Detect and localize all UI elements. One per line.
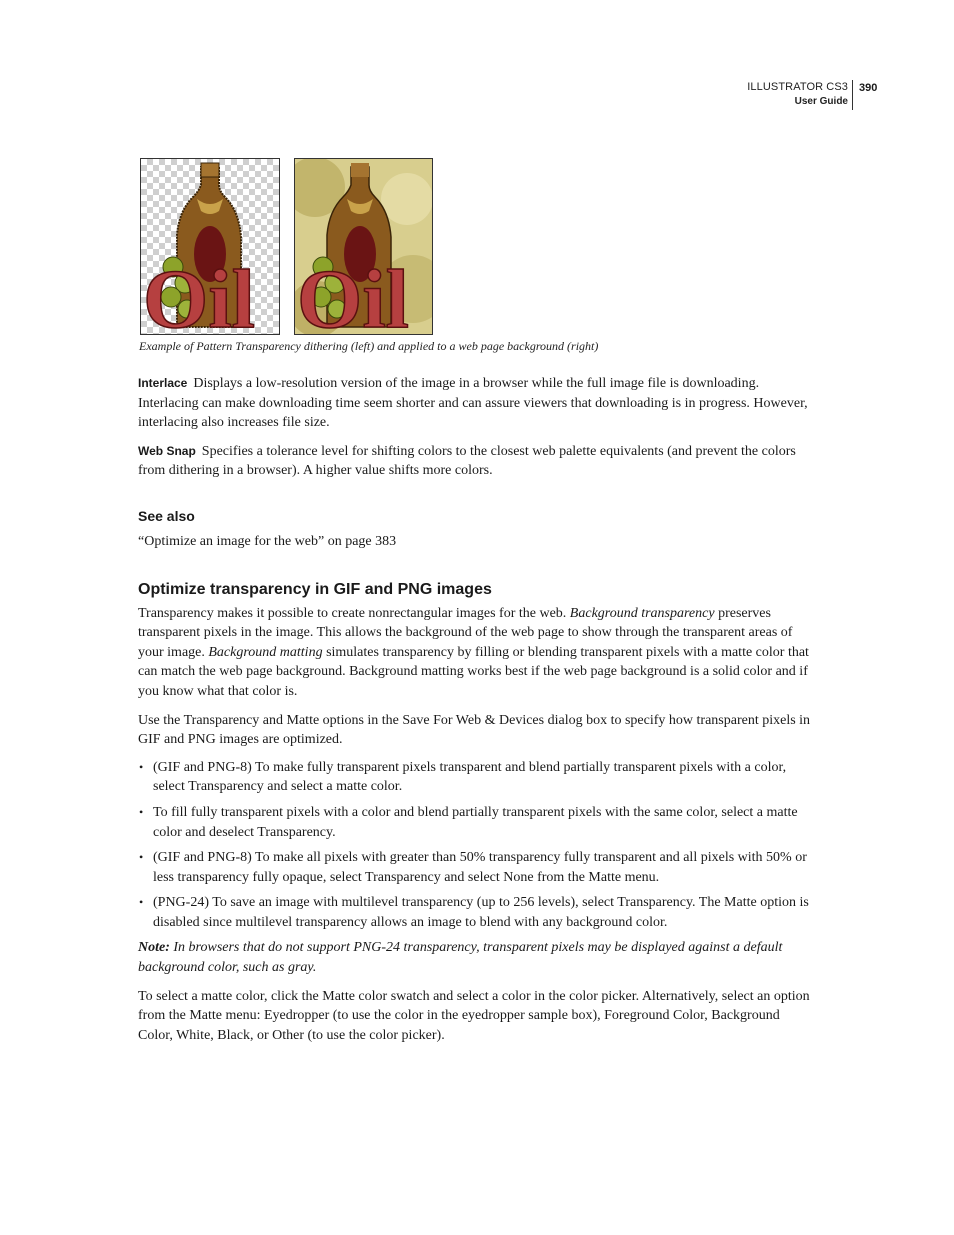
para1-text-c: preserves transparent pixels in the image. This allows the background of the web page to show through the transparent areas of your image. [138,605,793,660]
transparency-intro-paragraph [138,604,814,702]
note-text: In browsers that do not support PNG-24 transparency, transparent pixels may be displayed against a default background color, such as gray. [138,940,783,976]
main-content [138,374,814,1045]
figure-right-web-background [294,158,433,335]
para1-text-e: simulates transparency by filling or blending transparent pixels with a matte color that can match the web page background. Background matting works best if the web page background is a solid color and if you know what that color is. [138,644,809,699]
note-paragraph [138,938,814,977]
guide-name: User Guide [794,96,848,107]
para1-term-background-transparency: Background transparency [569,605,715,621]
running-header [747,79,878,109]
list-item: • (PNG-24) To save an image with multilevel transparency (up to 256 levels), select Transparency. The Matte option is disabled since multilevel transparency allows an image to blend with any background color. [138,893,814,932]
section-heading: Optimize transparency in GIF and PNG images [138,580,492,598]
oil-text-left: Oil [143,253,256,334]
para1-term-background-matting: Background matting [208,644,323,660]
list-item: • To fill fully transparent pixels with a color and blend partially transparent pixels with the same color, select a matte color and deselect Transparency. [138,803,814,842]
web-snap-paragraph [138,442,814,481]
web-snap-term: Web Snap [138,443,196,458]
list-item: • (GIF and PNG-8) To make all pixels with greater than 50% transparency fully transparent and all pixels with 50% or less transparency fully opaque, select Transparency and select None from the Matte menu. [138,848,814,887]
interlace-paragraph [138,374,814,433]
product-name: ILLUSTRATOR CS3 [747,81,848,93]
figure-left-pattern-transparency [140,158,280,335]
list-item: • (GIF and PNG-8) To make fully transparent pixels transparent and blend partially transparent pixels with a color, select Transparency and select a matte color. [138,758,814,797]
see-also-heading: See also [138,507,195,524]
bullet-list [138,758,814,933]
para1-text-a: Transparency makes it possible to create nonrectangular images for the web. [138,605,570,621]
figure-caption: Example of Pattern Transparency dithering (left) and applied to a web page background (right) [139,339,599,353]
oil-text-right: Oil [297,253,410,334]
page-number: 390 [852,80,877,110]
oil-bottle-illustration-left [141,159,279,334]
note-label: Note: [138,940,170,956]
web-snap-text: Specifies a tolerance level for shifting colors to the closest web palette equivalents (and prevent the colors from dithering in a browser). A higher value shifts more colors. [138,443,796,479]
interlace-term: Interlace [138,376,188,390]
interlace-text: Displays a low-resolution version of the image in a browser while the full image file is downloading. Interlacing can make downloading time seem shorter and can assure viewers that downloading is in progress. However, interlacing also increases file size. [138,376,808,431]
see-also-link[interactable]: “Optimize an image for the web” on page 383 [138,533,397,549]
oil-bottle-illustration-right [295,159,432,334]
options-paragraph: Use the Transparency and Matte options in the Save For Web & Devices dialog box to specify how transparent pixels in GIF and PNG images are optimized. [138,712,811,748]
matte-color-paragraph: To select a matte color, click the Matte color swatch and select a color in the color picker. Alternatively, select an option from the Matte menu: Eyedropper (to use the color in the eyedropper sample box), Foreground Color, Background Color, White, Black, or Other (to use the color picker). [138,988,810,1043]
